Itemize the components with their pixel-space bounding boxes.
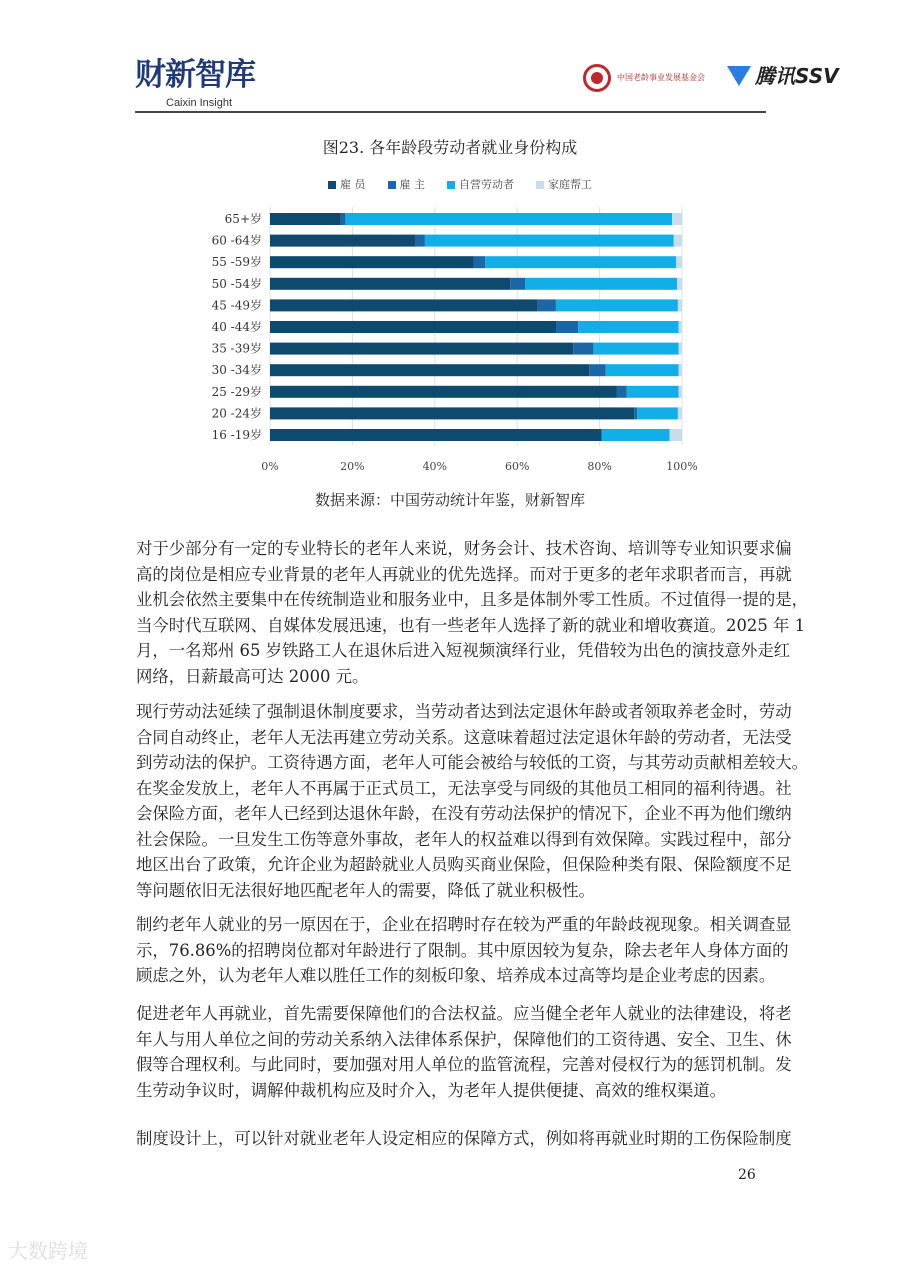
bar-segment <box>593 343 678 355</box>
text-line: 生劳动争议时，调解仲裁机构应及时介入，为老年人提供便捷、高效的维权渠道。 <box>136 1080 727 1100</box>
figure-source: 数据来源：中国劳动统计年鉴，财新智库 <box>314 491 585 509</box>
x-tick-label: 100% <box>666 460 698 473</box>
bar-segment <box>270 364 589 376</box>
legend-item <box>536 178 592 192</box>
page-number: 26 <box>738 1167 756 1183</box>
text-line: 合同自动终止，老年人无法再建立劳动关系。这意味着超过法定退休年龄的劳动者，无法受 <box>136 727 792 747</box>
text-line: 网络，日薪最高可达 2000 元。 <box>136 666 369 686</box>
bar-segment <box>270 407 634 419</box>
y-category-label: 45 -49岁 <box>211 298 262 313</box>
text-line: 社会保险。一旦发生工伤等意外事故，老年人的权益难以得到有效保障。实践过程中，部分 <box>136 829 792 849</box>
bar-segment <box>676 256 682 268</box>
foundation-seal-icon <box>583 64 611 92</box>
bar-segment <box>538 299 556 311</box>
bar-segment <box>674 235 682 247</box>
legend-swatch <box>536 181 544 189</box>
bar-segment <box>670 429 682 441</box>
legend-swatch <box>328 181 336 189</box>
bar-segment <box>602 429 670 441</box>
legend-label: 雇 主 <box>399 178 425 191</box>
text-line: 现行劳动法延续了强制退休制度要求，当劳动者达到法定退休年龄或者领取养老金时，劳动 <box>136 702 792 721</box>
text-line: 制度设计上，可以针对就业老年人设定相应的保障方式，例如将再就业时期的工伤保险制度 <box>136 1129 792 1148</box>
bar-segment <box>270 235 415 247</box>
bar-segment <box>573 343 593 355</box>
bar-segment <box>270 386 616 398</box>
bar-segment <box>270 299 538 311</box>
bar-segment <box>637 407 678 419</box>
x-tick-label: 40% <box>422 460 448 473</box>
paragraph <box>136 912 792 989</box>
y-category-label: 40 -44岁 <box>211 320 262 334</box>
x-tick-label: 60% <box>504 460 530 473</box>
paragraph <box>136 1001 792 1103</box>
y-category-label: 35 -39岁 <box>211 341 262 356</box>
bar-segment <box>525 278 677 290</box>
text-line: 促进老年人再就业，首先需要保障他们的合法权益。应当健全老年人就业的法律建设，将老 <box>136 1004 792 1023</box>
bar-segment <box>679 364 682 376</box>
y-category-label: 60 -64岁 <box>211 233 262 248</box>
y-category-label: 20 -24岁 <box>211 406 262 421</box>
caixin-logo: 财新智库 <box>135 57 255 93</box>
text-line: 假等合理权利。与此同时，要加强对用人单位的监管流程，完善对侵权行为的惩罚机制。发 <box>136 1055 792 1074</box>
y-category-label: 25 -29岁 <box>211 384 262 399</box>
bar-segment <box>616 386 626 398</box>
bar-segment <box>627 386 679 398</box>
y-category-label: 30 -34岁 <box>211 363 262 378</box>
text-line: 制约老年人就业的另一原因在于，企业在招聘时存在较为严重的年龄歧视现象。相关调查显 <box>136 915 792 934</box>
bar-segment <box>270 256 474 268</box>
y-category-label: 55 -59岁 <box>211 255 262 270</box>
text-line: 当今时代互联网、自媒体发展迅速，也有一些老年人选择了新的就业和增收赛道。2025 年 1 <box>136 615 806 635</box>
bar-segment <box>557 321 578 333</box>
legend-label: 雇 员 <box>340 178 366 191</box>
bar-segment <box>556 299 678 311</box>
bar-segment <box>415 235 425 247</box>
text-line: 地区出台了政策，允许企业为超龄就业人员购买商业保险，但保险种类有限、保险额度不足 <box>136 855 792 874</box>
text-line: 等问题依旧无法很好地匹配老年人的需要，降低了就业积极性。 <box>136 880 595 900</box>
foundation-name: 中国老龄事业发展基金会 <box>617 73 705 82</box>
partner-logo-tencent <box>727 64 839 88</box>
text-line: 对于少部分有一定的专业特长的老年人来说，财务会计、技术咨询、培训等专业知识要求偏 <box>136 539 792 558</box>
bar-segment <box>679 386 682 398</box>
text-line: 业机会依然主要集中在传统制造业和服务业中，且多是体制外零工性质。不过值得一提的是， <box>136 590 809 609</box>
bar-segment <box>606 364 679 376</box>
bar-segment <box>578 321 679 333</box>
y-category-label: 65+岁 <box>224 212 262 226</box>
x-tick-label: 80% <box>587 460 612 473</box>
x-tick-label: 20% <box>340 460 365 473</box>
bar-segment <box>425 235 674 247</box>
paragraph <box>136 536 809 689</box>
bar-segment <box>485 256 676 268</box>
x-tick-label: 0% <box>261 460 279 473</box>
bar-segment <box>345 213 672 225</box>
bar-segment <box>679 321 682 333</box>
legend-label: 自营劳动者 <box>459 178 514 191</box>
partner-logo-foundation <box>583 64 705 92</box>
legend-swatch <box>388 181 396 189</box>
bar-segment <box>270 343 573 355</box>
paragraph <box>136 699 809 903</box>
bar-segment <box>679 343 682 355</box>
legend-item <box>328 178 366 192</box>
y-category-label: 50 -54岁 <box>211 276 262 291</box>
bar-segment <box>270 429 602 441</box>
bar-segment <box>589 364 605 376</box>
text-line: 到劳动法的保护。工资待遇方面，老年人可能会被给与较低的工资，与其劳动贡献相差较大。 <box>136 753 809 772</box>
stacked-bar-chart <box>200 205 720 485</box>
bar-segment <box>510 278 525 290</box>
chart-legend <box>0 178 900 192</box>
text-line: 年人与用人单位之间的劳动关系纳入法律体系保护，保障他们的工资待遇、安全、卫生、休 <box>136 1029 792 1049</box>
figure-title: 图23. 各年龄段劳动者就业身份构成 <box>322 138 578 157</box>
caixin-logo-subtitle: Caixin Insight <box>166 97 233 109</box>
bar-segment <box>270 278 510 290</box>
text-line: 在奖金发放上，老年人不再属于正式员工，无法享受与同级的其他员工相同的福利待遇。社 <box>136 778 792 798</box>
y-category-label: 16 -19岁 <box>211 428 262 442</box>
bar-segment <box>677 278 682 290</box>
bar-segment <box>270 321 557 333</box>
bar-segment <box>474 256 486 268</box>
bar-segment <box>341 213 346 225</box>
bar-segment <box>634 407 637 419</box>
legend-swatch <box>447 181 455 189</box>
text-line: 会保险方面，老年人已经到达退休年龄，在没有劳动法保护的情况下，企业不再为他们缴纳 <box>136 804 792 823</box>
text-line: 月，一名郑州 65 岁铁路工人在退休后进入短视频演绎行业，凭借较为出色的演技意外走红 <box>136 641 791 660</box>
bar-segment <box>678 299 682 311</box>
tencent-ssv-name: 腾讯SSV <box>755 64 839 88</box>
text-line: 顾虑之外，认为老年人难以胜任工作的刻板印象、培养成本过高等均是企业考虑的因素。 <box>136 966 776 985</box>
text-line: 示，76.86%的招聘岗位都对年龄进行了限制。其中原因较为复杂，除去老年人身体方面的 <box>136 940 789 960</box>
bar-segment <box>678 407 682 419</box>
legend-label: 家庭帮工 <box>548 178 592 191</box>
paragraph <box>136 1126 792 1152</box>
tencent-ssv-icon <box>727 66 751 86</box>
watermark: 大数跨境 <box>8 1239 88 1263</box>
legend-item <box>447 178 514 192</box>
bar-segment <box>672 213 682 225</box>
text-line: 高的岗位是相应专业背景的老年人再就业的优先选择。而对于更多的老年求职者而言，再就 <box>136 564 792 584</box>
bar-segment <box>270 213 341 225</box>
legend-item <box>388 178 426 192</box>
header-divider <box>135 111 766 113</box>
